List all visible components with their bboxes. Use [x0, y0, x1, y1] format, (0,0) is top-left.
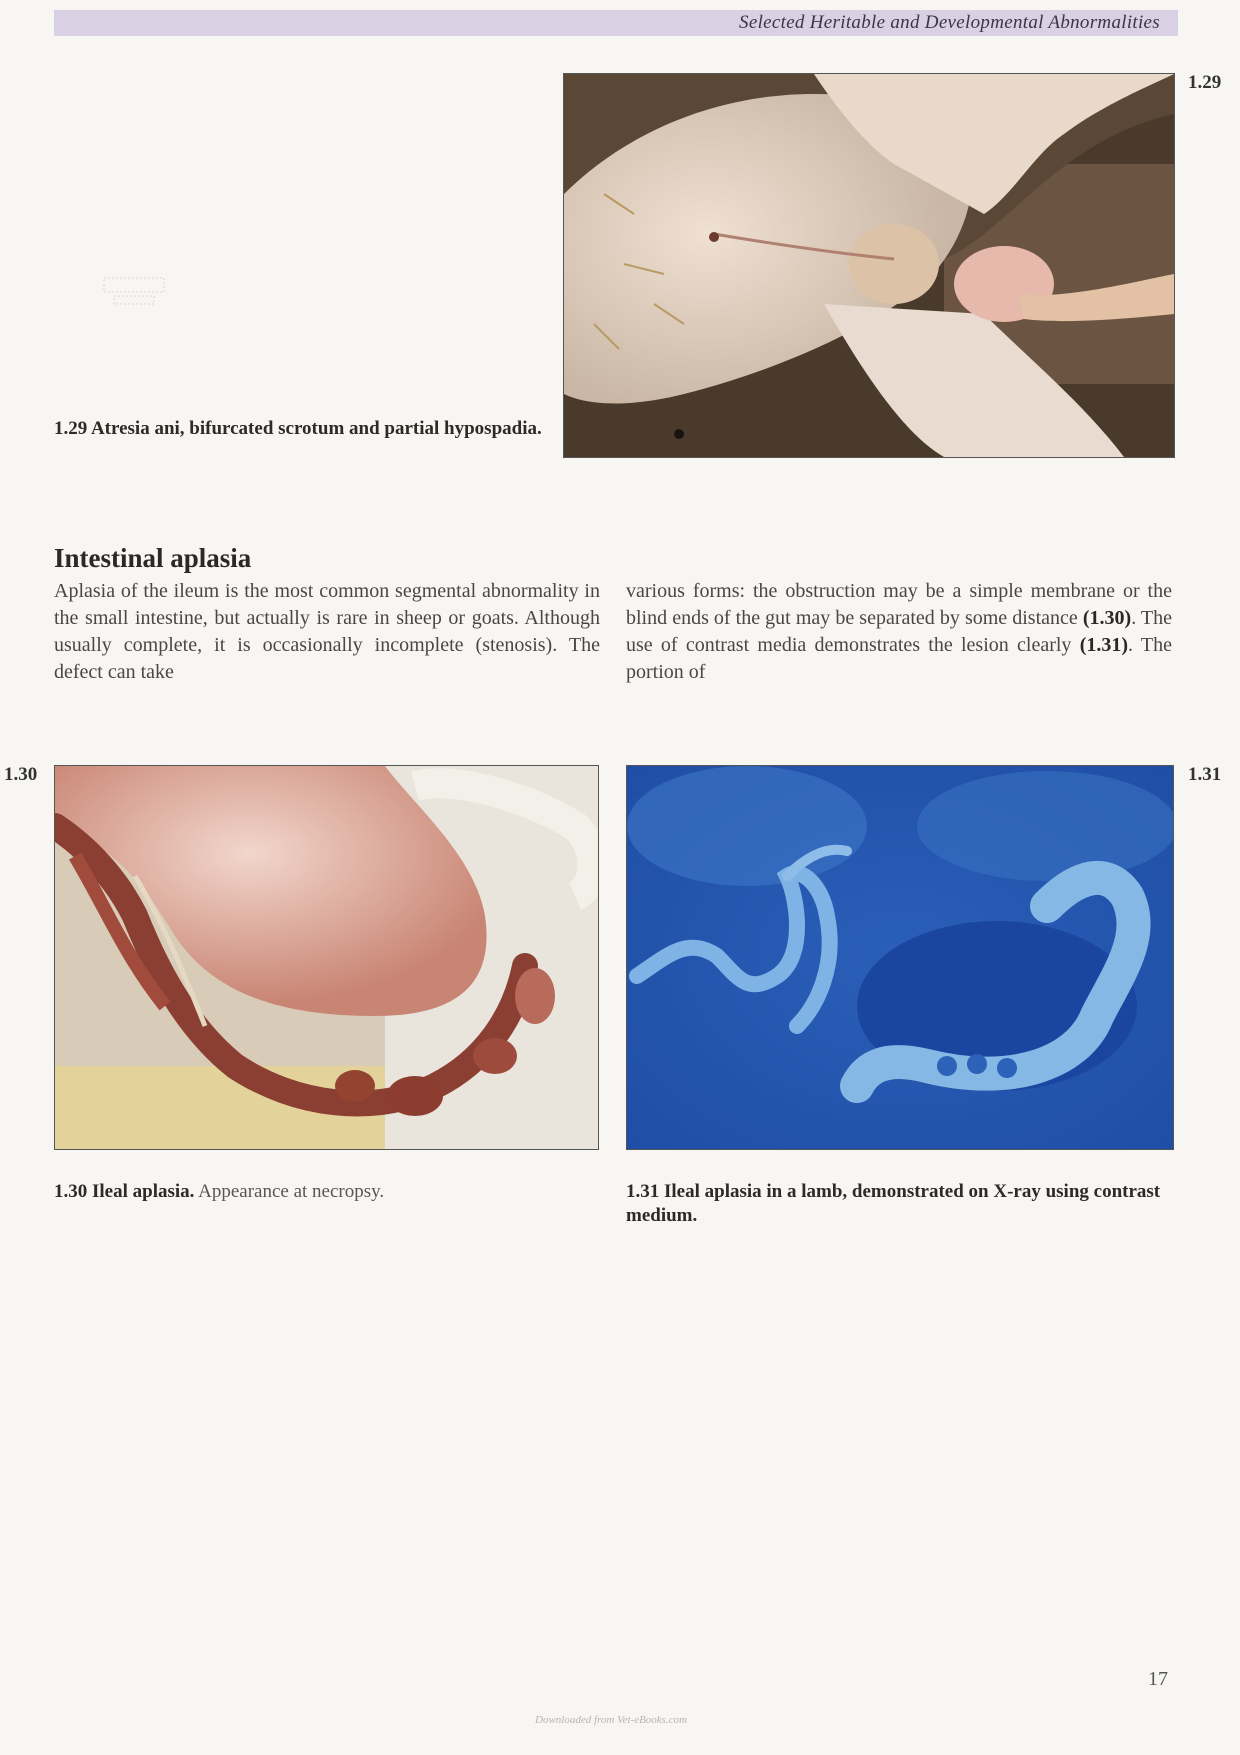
- figure-1-30-caption-rest: Appearance at necropsy.: [194, 1181, 385, 1202]
- running-title: Selected Heritable and Developmental Abnormalities: [739, 12, 1160, 33]
- figure-number-1-31: 1.31: [1188, 764, 1222, 785]
- figure-number-1-30: 1.30: [4, 764, 38, 785]
- text-column-right-part-b: . The use of contrast media demonstrates the lesion clearly: [626, 607, 1172, 656]
- figure-1-31-caption: [626, 1180, 1172, 1228]
- figure-1-30-photo: [54, 765, 599, 1150]
- page-number: 17: [1148, 1668, 1168, 1690]
- faint-stamp: [100, 268, 170, 312]
- figure-1-31-caption-bold: 1.31 Ileal aplasia in a lamb, demonstrated on X-ray using contrast medium.: [626, 1181, 1161, 1226]
- section-title: Intestinal aplasia: [54, 543, 252, 573]
- figure-number-1-29: 1.29: [1188, 72, 1222, 93]
- text-column-right: [626, 578, 1172, 686]
- figure-reference-1-30: (1.30): [1082, 607, 1132, 629]
- footer-watermark: Downloaded from Vet-eBooks.com: [535, 1714, 688, 1726]
- figure-1-29-caption-bold: 1.29 Atresia ani, bifurcated scrotum and partial hypospadia.: [54, 418, 542, 439]
- running-header: [54, 10, 1178, 36]
- text-column-right-part-a: various forms: the obstruction may be a simple membrane or the blind ends of the gut may be separated by some distance: [626, 580, 1172, 629]
- figure-1-31-photo: [626, 765, 1174, 1150]
- figure-1-30-caption-bold: 1.30 Ileal aplasia.: [54, 1181, 195, 1202]
- figure-1-29-photo: [563, 73, 1175, 458]
- figure-reference-1-31: (1.31): [1079, 634, 1129, 656]
- figure-1-30-caption: [54, 1180, 597, 1204]
- text-column-left: Aplasia of the ileum is the most common segmental abnormality in the small intestine, but actually is rare in sheep or goats. Although usually complete, it is occasionally incomplete (stenosis). The defect can take: [54, 580, 600, 683]
- text-column-right-part-c: . The portion of: [626, 634, 1173, 683]
- figure-1-29-caption: [54, 417, 544, 441]
